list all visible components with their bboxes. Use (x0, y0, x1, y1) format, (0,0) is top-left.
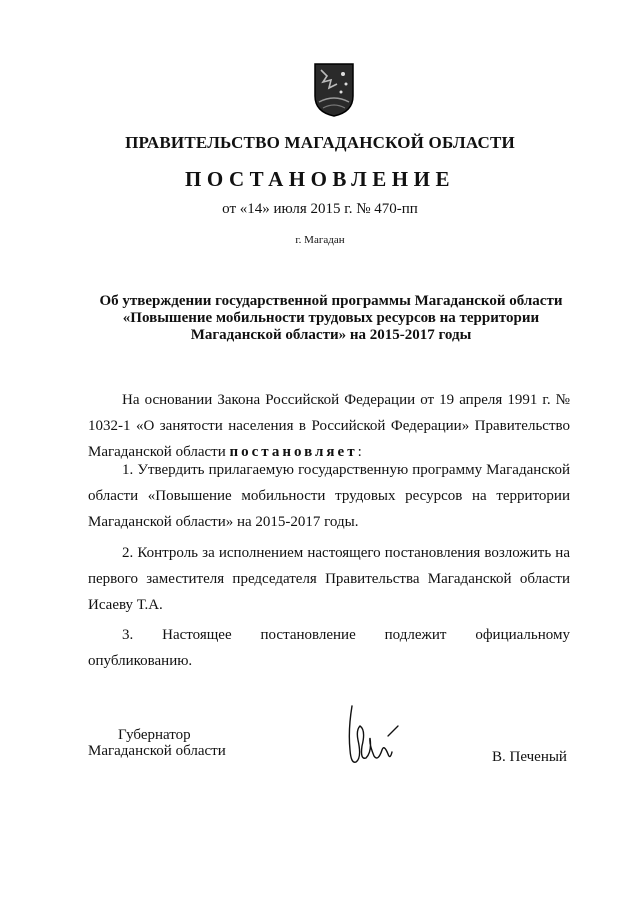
decree-colon: : (357, 444, 362, 460)
subject-line: Магаданской области» на 2015-2017 годы (190, 327, 472, 343)
city-label: г. Магадан (295, 234, 345, 246)
preamble-text: На основании Закона Российской Федерации от 19 апреля 1991 г. № 1032-1 «О занятости населения в Российской Федерации» Правительство Магаданской области (88, 392, 570, 460)
preamble-paragraph (88, 387, 570, 465)
signer-position-line-2: Магаданской области (88, 743, 226, 759)
decree-word: постановляет (229, 444, 358, 460)
subject-line: Об утверждении государственной программы Магаданской области (99, 293, 563, 309)
decree-item-3: 3. Настоящее постановление подлежит официальному опубликованию. (88, 627, 570, 669)
signer-name: В. Печеный (492, 749, 567, 765)
signer-position-line-1: Губернатор (118, 727, 191, 743)
decree-item-2: 2. Контроль за исполнением настоящего постановления возложить на первого заместителя председателя Правительства Магаданской области Исаеву Т.А. (88, 545, 570, 613)
document-type-title: ПОСТАНОВЛЕНИЕ (185, 167, 455, 191)
decree-item-1: 1. Утвердить прилагаемую государственную программу Магаданской области «Повышение мобильности трудовых ресурсов на территории Магаданской области» на 2015-2017 годы. (88, 462, 570, 530)
date-and-number: от «14» июля 2015 г. № 470-пп (222, 201, 418, 217)
government-heading: ПРАВИТЕЛЬСТВО МАГАДАНСКОЙ ОБЛАСТИ (125, 133, 515, 152)
coat-of-arms-icon (313, 62, 355, 118)
document-subject (88, 293, 574, 344)
handwritten-signature (338, 700, 402, 772)
subject-line: «Повышение мобильности трудовых ресурсов на территории (122, 310, 540, 326)
